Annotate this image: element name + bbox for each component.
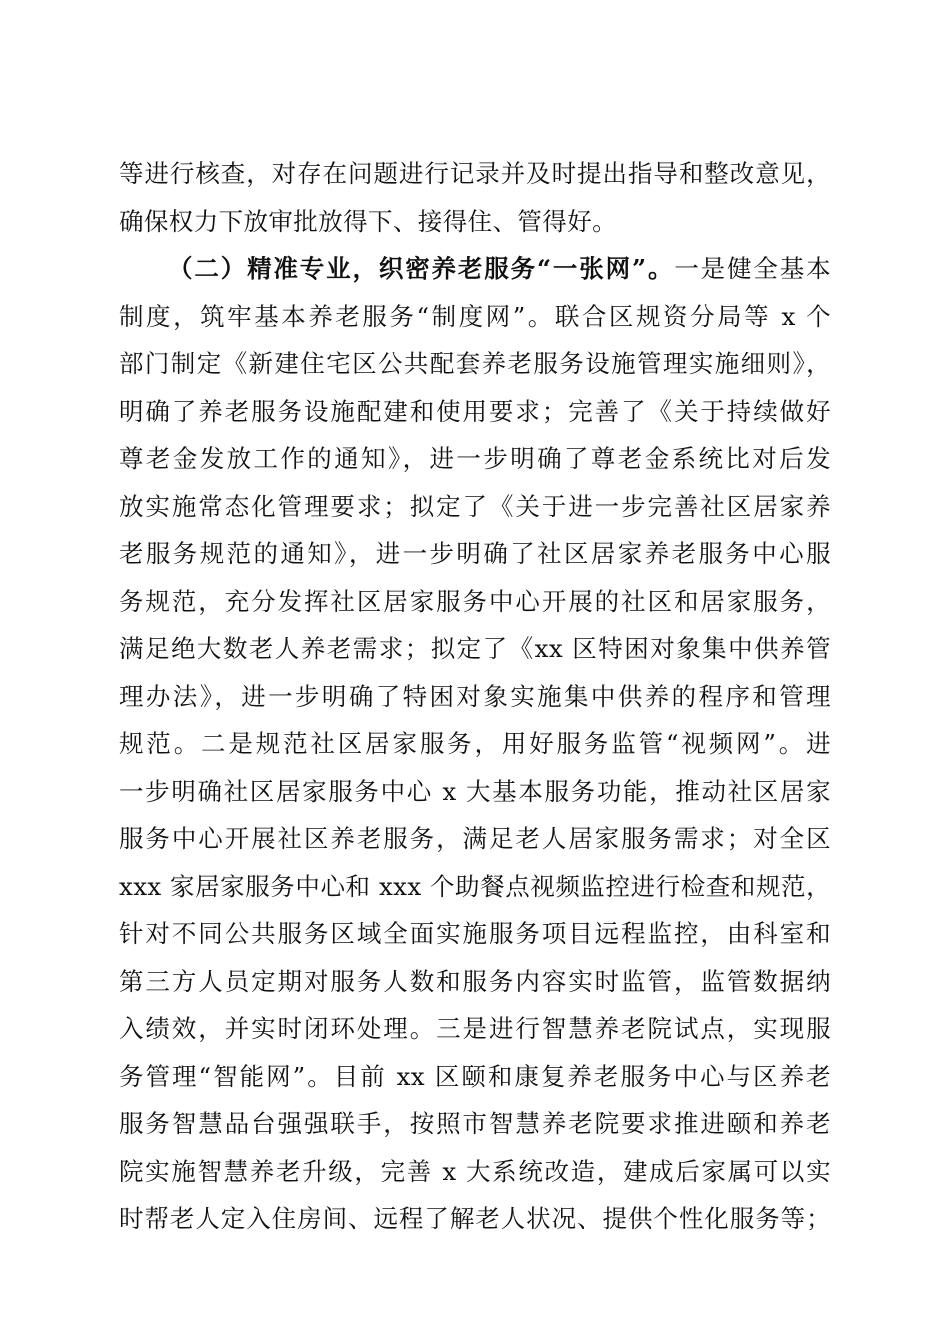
text-line: 入绩效，并实时闭环处理。三是进行智慧养老院试点，实现服 (119, 1014, 831, 1043)
text-line: 理办法》，进一步明确了特困对象实施集中供养的程序和管理 (119, 681, 831, 711)
text-line: 第三方人员定期对服务人数和服务内容实时监管，监管数据纳 (119, 966, 831, 996)
text-line: 一步明确社区居家服务中心 x 大基本服务功能，推动社区居家 (119, 776, 831, 806)
text-line: 确保权力下放审批放得下、接得住、管得好。 (119, 206, 617, 236)
text-line: 部门制定《新建住宅区公共配套养老服务设施管理实施细则》， (119, 349, 831, 378)
text-line: 服务智慧品台强强联手，按照市智慧养老院要求推进颐和养老 (119, 1109, 831, 1138)
text-line: 放实施常态化管理要求；拟定了《关于进一步完善社区居家养 (119, 491, 831, 521)
text-line: 院实施智慧养老升级，完善 x 大系统改造，建成后家属可以实 (119, 1156, 831, 1186)
text-line: 老服务规范的通知》，进一步明确了社区居家养老服务中心服 (119, 539, 831, 568)
text-line: 规范。二是规范社区居家服务，用好服务监管“视频网”。进 (119, 729, 831, 758)
text-line: 针对不同公共服务区域全面实施服务项目远程监控，由科室和 (119, 919, 831, 948)
text-line: 务规范，充分发挥社区居家服务中心开展的社区和居家服务， (119, 586, 831, 616)
section-heading: （二）精准专业，织密养老服务“一张网”。 (168, 254, 675, 283)
text-line: 务管理“智能网”。目前 xx 区颐和康复养老服务中心与区养老 (119, 1061, 831, 1091)
text-line: 服务中心开展社区养老服务，满足老人居家服务需求；对全区 (119, 824, 831, 853)
text-line: 尊老金发放工作的通知》，进一步明确了尊老金系统比对后发 (119, 444, 831, 473)
text-line: 等进行核查，对存在问题进行记录并及时提出指导和整改意见， (119, 159, 831, 188)
text-line: 满足绝大数老人养老需求；拟定了《xx 区特困对象集中供养管 (119, 634, 831, 663)
text-line: 明确了养老服务设施配建和使用要求；完善了《关于持续做好 (119, 396, 831, 426)
text-span: 一是健全基本 (674, 254, 831, 283)
text-line: 时帮老人定入住房间、远程了解老人状况、提供个性化服务等； (119, 1204, 831, 1233)
text-line: 制度，筑牢基本养老服务“制度网”。联合区规资分局等 x 个 (119, 301, 831, 331)
paragraph-first-line (119, 245, 831, 293)
text-line: xxx 家居家服务中心和 xxx 个助餐点视频监控进行检查和规范， (119, 871, 831, 901)
body-text (119, 150, 831, 1243)
